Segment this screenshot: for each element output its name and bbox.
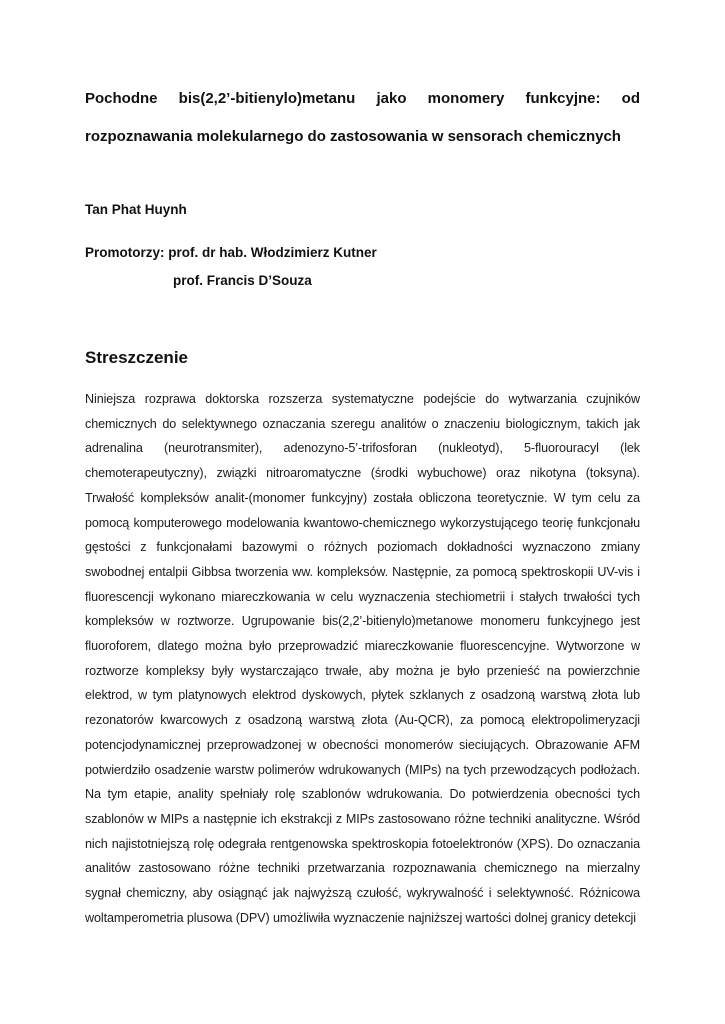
supervisors-block [85, 239, 640, 295]
thesis-title-line-1: Pochodne bis(2,2’-bitienylo)metanu jako monomery funkcyjne: od [85, 90, 640, 107]
supervisors-line-1 [85, 239, 640, 267]
abstract-heading: Streszczenie [85, 348, 188, 367]
thesis-title [85, 80, 640, 156]
thesis-title-line-2: rozpoznawania molekularnego do zastosowania w sensorach chemicznych [85, 128, 621, 145]
supervisor-name-1: prof. dr hab. Włodzimierz Kutner [168, 245, 377, 260]
author-name: Tan Phat Huynh [85, 202, 187, 217]
supervisor-name-2: prof. Francis D’Souza [173, 273, 312, 288]
supervisors-label: Promotorzy: [85, 245, 165, 260]
abstract-paragraph: Niniejsza rozprawa doktorska rozszerza systematyczne podejście do wytwarzania czujników chemicznych do selektywnego oznaczania szeregu analitów o znaczeniu biologicznym, takich jak adrenalina (neurotransmiter), adenozyno-5’-trifosforan (nukleotyd), 5-fluorouracyl (lek chemoterapeutyczny), związki nitroaromatyczne (środki wybuchowe) oraz nikotyna (toksyna). Trwałość kompleksów analit-(monomer funkcyjny) została obliczona teoretycznie. W tym celu za pomocą komputerowego modelowania kwantowo-chemicznego wykorzystującego teorię funkcjonału gęstości z funkcjonałami bazowymi o różnych poziomach dokładności wyznaczono zmiany swobodnej entalpii Gibbsa tworzenia ww. kompleksów. Następnie, za pomocą spektroskopii UV-vis i fluorescencji wykonano miareczkowania w celu wyznaczenia stechiometrii i stałych trwałości tych kompleksów w roztworze. Ugrupowanie bis(2,2’-bitienylo)metanowe monomeru funkcyjnego jest fluoroforem, dlatego można było przeprowadzić miareczkowanie fluorescencyjne. Wytworzone w roztworze kompleksy były wystarczająco trwałe, aby można je było przenieść na powierzchnie elektrod, w tym platynowych elektrod dyskowych, płytek szklanych z osadzoną warstwą złota lub rezonatorów kwarcowych z osadzoną warstwą złota (Au-QCR), za pomocą elektropolimeryzacji potencjodynamicznej przeprowadzonej w obecności monomerów sieciujących. Obrazowanie AFM potwierdziło osadzenie warstw polimerów wdrukowanych (MIPs) na tych przewodzących podłożach. Na tym etapie, anality spełniały rolę szablonów wdrukowania. Do potwierdzenia obecności tych szablonów w MIPs a następnie ich ekstrakcji z MIPs zastosowano różne techniki analityczne. Wśród nich najistotniejszą rolę odegrała rentgenowska spektroskopia fotoelektronów (XPS). Do oznaczania analitów zastosowano różne techniki przetwarzania rozpoznawania chemicznego na mierzalny sygnał chemiczny, aby osiągnąć jak najwyższą czułość, wykrywalność i selektywność. Różnicowa woltamperometria plusowa (DPV) umożliwiła wyznaczenie najniższej wartości dolnej granicy detekcji [85, 392, 640, 925]
